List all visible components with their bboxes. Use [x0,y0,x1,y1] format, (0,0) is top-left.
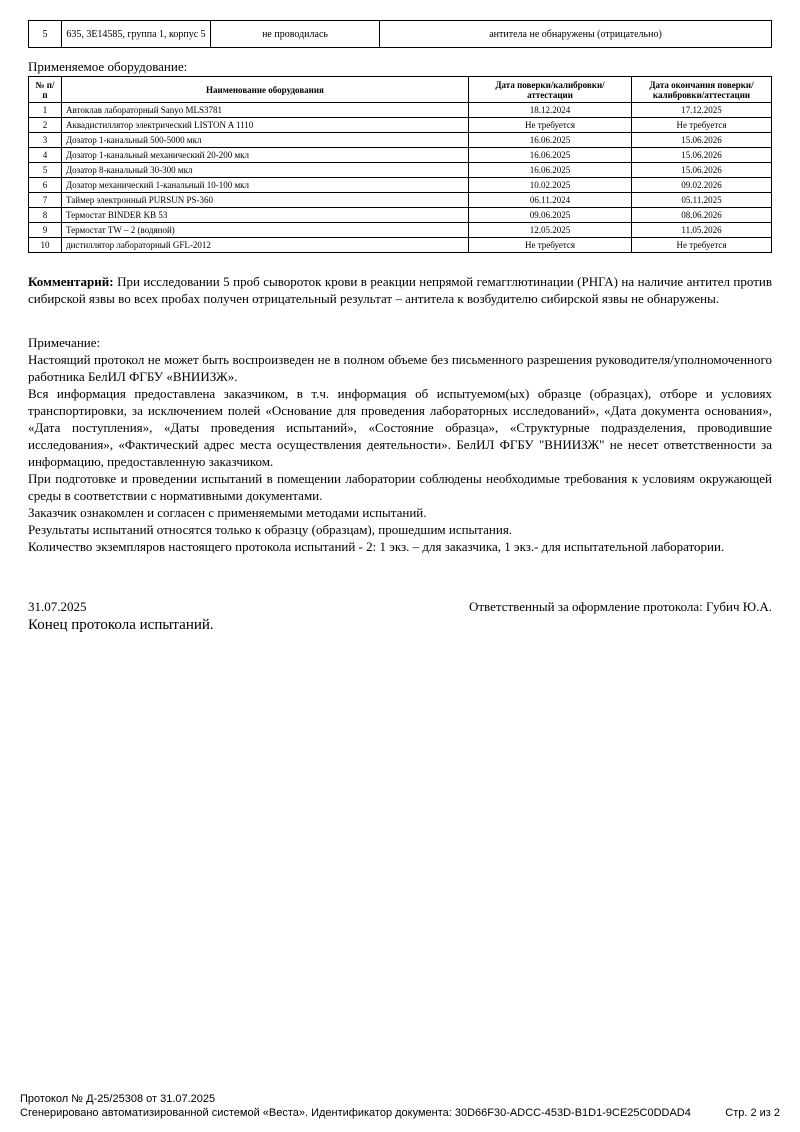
row-number: 5 [29,21,62,48]
date-check: Не требуется [469,118,632,133]
equipment-name: Таймер электронный PURSUN PS-360 [62,193,469,208]
row-number: 6 [29,178,62,193]
footer-protocol-number: Протокол № Д-25/25308 от 31.07.2025 [20,1093,216,1105]
sample-id: 635, 3Е14585, группа 1, корпус 5 [62,21,211,48]
row-number: 10 [29,238,62,253]
date-end: Не требуется [632,238,772,253]
date-check: 16.06.2025 [469,163,632,178]
note-paragraph: Результаты испытаний относятся только к образцу (образцам), прошедшим испытания. [28,522,513,537]
row-number: 2 [29,118,62,133]
row-number: 3 [29,133,62,148]
col-header-num: № п/п [29,77,62,103]
table-row [29,178,772,193]
row-number: 5 [29,163,62,178]
row-number: 1 [29,103,62,118]
date-end: 09.02.2026 [632,178,772,193]
date-end: 11.05.2026 [632,223,772,238]
test-result: антитела не обнаружены (отрицательно) [380,21,772,48]
col-header-name: Наименование оборудования [62,77,469,103]
comment-block [28,273,772,307]
date-check: 18.12.2024 [469,103,632,118]
equipment-name: Автоклав лабораторный Sanyo MLS3781 [62,103,469,118]
equipment-name: Дозатор механический 1-канальный 10-100 мкл [62,178,469,193]
note-paragraph: Вся информация предоставлена заказчиком, в т.ч. информация об испытуемом(ых) образце (образцах), отборе и условиях транспортировки, за исключением полей «Основание для проведения лабораторных исследований», «Дата документа основания», «Дата поступления», «Даты проведения испытаний», «Состояние образца», «Структурные подразделения, проводившие исследования», «Фактический адрес места осуществления деятельности». БелИЛ ФГБУ "ВНИИЗЖ" не несет ответственности за информацию, предоставленную заказчиком. [28,386,772,469]
note-paragraph: Заказчик ознакомлен и согласен с применяемыми методами испытаний. [28,505,427,520]
equipment-name: Дозатор 1-канальный механический 20-200 мкл [62,148,469,163]
equipment-heading: Применяемое оборудование: [28,59,188,74]
table-row [29,103,772,118]
equipment-name: Дозатор 8-канальный 30-300 мкл [62,163,469,178]
row-number: 7 [29,193,62,208]
equipment-name: Термостат TW – 2 (водяной) [62,223,469,238]
equipment-name: Термостат BINDER KB 53 [62,208,469,223]
row-number: 4 [29,148,62,163]
table-row [29,208,772,223]
table-row [29,163,772,178]
footer-page-number: Стр. 2 из 2 [725,1107,780,1119]
date-check: 16.06.2025 [469,148,632,163]
test-status: не проводилась [211,21,380,48]
table-header-row [29,77,772,103]
date-check: 10.02.2025 [469,178,632,193]
equipment-name: Аквадистиллятор электрический LISTON A 1110 [62,118,469,133]
results-table-continuation [28,20,772,48]
note-title: Примечание: [28,335,101,350]
note-paragraph: Количество экземпляров настоящего протокола испытаний - 2: 1 экз. – для заказчика, 1 экз.- для испытательной лаборатории. [28,539,725,554]
col-header-date-check: Дата поверки/калибровки/аттестации [469,77,632,103]
table-row [29,238,772,253]
date-check: 09.06.2025 [469,208,632,223]
signature-responsible: Ответственный за оформление протокола: Губич Ю.А. [468,599,772,614]
table-row [29,193,772,208]
table-row [29,133,772,148]
date-check: Не требуется [469,238,632,253]
row-number: 9 [29,223,62,238]
table-row [29,21,772,48]
end-of-protocol: Конец протокола испытаний. [28,617,214,633]
date-end: 15.06.2026 [632,163,772,178]
equipment-table [28,76,772,253]
col-header-date-end: Дата окончания поверки/калибровки/аттестации [632,77,772,103]
note-paragraph: Настоящий протокол не может быть воспроизведен не в полном объеме без письменного разрешения руководителя/уполномоченного работника БелИЛ ФГБУ «ВНИИЗЖ». [28,352,772,384]
table-row [29,148,772,163]
date-end: 17.12.2025 [632,103,772,118]
table-row [29,118,772,133]
note-paragraph: При подготовке и проведении испытаний в помещении лаборатории соблюдены необходимые требования к условиям окружающей среды в соответствии с нормативными документами. [28,471,772,503]
date-check: 06.11.2024 [469,193,632,208]
date-check: 12.05.2025 [469,223,632,238]
comment-text: При исследовании 5 проб сывороток крови в реакции непрямой гемагглютинации (РНГА) на наличие антител против сибирской язвы во всех пробах получен отрицательный результат – антитела к возбудителю сибирской язвы не обнаружены. [28,274,772,306]
date-end: 15.06.2026 [632,148,772,163]
table-row [29,223,772,238]
row-number: 8 [29,208,62,223]
date-check: 16.06.2025 [469,133,632,148]
note-block [28,334,772,555]
equipment-name: дистиллятор лабораторный GFL-2012 [62,238,469,253]
date-end: 15.06.2026 [632,133,772,148]
date-end: 08.06.2026 [632,208,772,223]
comment-label: Комментарий: [28,274,114,289]
footer-generated-by: Сгенерировано автоматизированной системой «Веста». Идентификатор документа: 30D66F30-ADCC-453D-B1D1-9CE25C0DDAD4 [20,1107,691,1119]
date-end: 05.11.2025 [632,193,772,208]
signature-date: 31.07.2025 [28,599,87,614]
equipment-table-body [29,103,772,253]
date-end: Не требуется [632,118,772,133]
equipment-name: Дозатор 1-канальный 500-5000 мкл [62,133,469,148]
